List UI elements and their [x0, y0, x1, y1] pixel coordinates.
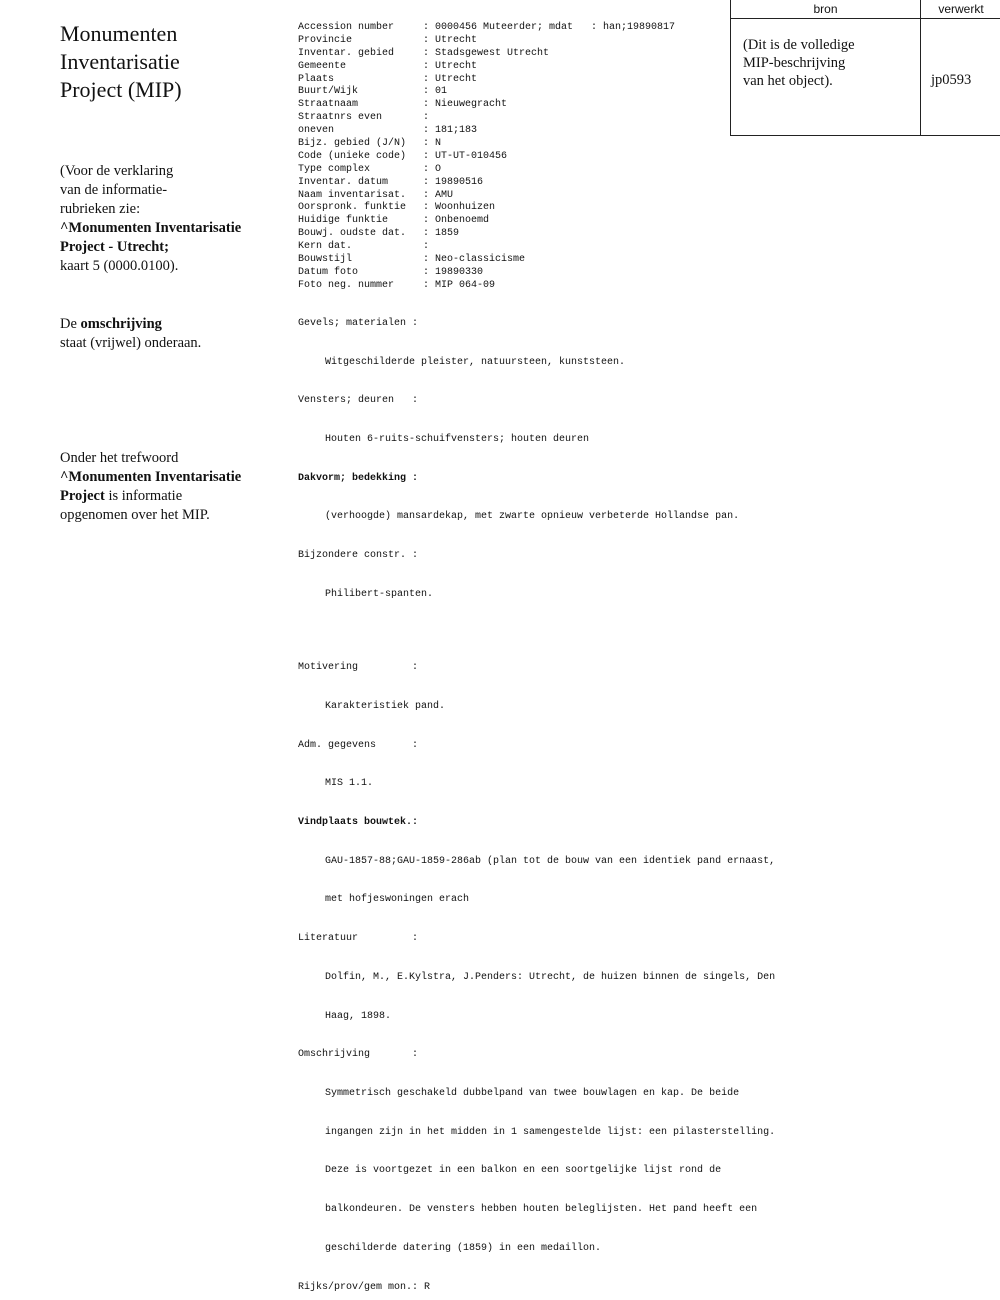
- record-extra-key: Muteerder; mdat: [483, 22, 574, 33]
- record-row: [298, 228, 675, 241]
- note-line: [60, 487, 280, 506]
- record-key: Plaats: [298, 73, 335, 85]
- record-key: Inventar. datum: [298, 176, 389, 188]
- record-row: [298, 151, 675, 164]
- note-line: rubrieken zie:: [60, 201, 141, 217]
- record-value: : UT-UT-010456: [423, 150, 508, 162]
- record-extra-value: : han;19890817: [591, 22, 676, 33]
- record-key: Buurt/Wijk: [298, 86, 359, 98]
- record-key: Gemeente: [298, 60, 347, 72]
- record-value: : Onbenoemd: [423, 215, 490, 227]
- record-key: Straatnrs even: [298, 112, 383, 124]
- record-value: : Utrecht: [423, 34, 478, 46]
- record-row: [298, 112, 675, 125]
- bron-header: bron: [813, 2, 838, 16]
- keyword-link[interactable]: [60, 219, 280, 238]
- section-heading: Literatuur :: [298, 933, 419, 945]
- record-fields: [298, 22, 675, 293]
- record-key: Kern dat.: [298, 241, 353, 253]
- record-value: : 01: [423, 86, 448, 98]
- record-key: Inventar. gebied: [298, 47, 395, 59]
- keyword-text: Project - Utrecht;: [60, 239, 169, 255]
- record-key: Code (unieke code): [298, 150, 407, 162]
- record-row: [298, 267, 675, 280]
- note-text: is informatie: [104, 488, 183, 504]
- note-line: kaart 5 (0000.0100).: [60, 258, 179, 274]
- section-value: Houten 6-ruits-schuifvensters; houten deuren: [325, 433, 590, 445]
- record-value: : Woonhuizen: [423, 202, 496, 214]
- record-row: [298, 61, 675, 74]
- record-row: [298, 241, 675, 254]
- note-bold-text: omschrijving: [80, 316, 162, 332]
- section-heading: Vensters; deuren :: [298, 395, 419, 407]
- record-value: : 19890330: [423, 266, 484, 278]
- section-value: ingangen zijn in het midden in 1 samengestelde lijst: een pilasterstelling.: [325, 1126, 776, 1138]
- record-row: [298, 254, 675, 267]
- note-line: (Voor de verklaring: [60, 163, 174, 179]
- section-heading: Dakvorm; bedekking :: [298, 472, 419, 484]
- note-line: opgenomen over het MIP.: [60, 507, 210, 523]
- keyword-text: ^Monumenten Inventarisatie: [60, 220, 242, 236]
- record-key: Naam inventarisat.: [298, 189, 407, 201]
- record-row: [298, 99, 675, 112]
- bron-line: (Dit is de volledige: [743, 37, 855, 53]
- note-line: Onder het trefwoord: [60, 450, 179, 466]
- section-value: Karakteristiek pand.: [325, 700, 446, 712]
- source-box: [730, 0, 1000, 136]
- section-value: Haag, 1898.: [325, 1010, 392, 1022]
- note-text: De: [60, 316, 81, 332]
- note-line: staat (vrijwel) onderaan.: [60, 335, 202, 351]
- record-value: : 1859: [423, 228, 460, 240]
- record-row: [298, 202, 675, 215]
- section-value: GAU-1857-88;GAU-1859-286ab (plan tot de bouw van een identiek pand ernaast,: [325, 855, 776, 867]
- record-row: [298, 138, 675, 151]
- record-row: [298, 215, 675, 228]
- section-heading: Omschrijving :: [298, 1049, 419, 1061]
- record-value: : AMU: [423, 189, 454, 201]
- record-key: Datum foto: [298, 266, 359, 278]
- note-line: van de informatie-: [60, 182, 168, 198]
- keyword-text: ^Monumenten Inventarisatie: [60, 469, 242, 485]
- section-value: Symmetrisch geschakeld dubbelpand van twee bouwlagen en kap. De beide: [325, 1087, 740, 1099]
- keyword-note: [60, 449, 280, 525]
- record-row: [298, 164, 675, 177]
- record-key: Oorspronk. funktie: [298, 202, 407, 214]
- record-row: [298, 35, 675, 48]
- page-title: [60, 20, 280, 104]
- record-row: [298, 48, 675, 61]
- section-value: (verhoogde) mansardekap, met zwarte opnieuw verbeterde Hollandse pan.: [325, 511, 740, 523]
- record-extra: [483, 22, 675, 35]
- section-heading: Vindplaats bouwtek.:: [298, 817, 419, 829]
- record-value: : Stadsgewest Utrecht: [423, 47, 550, 59]
- record-row: [298, 280, 675, 293]
- header-divider: [731, 18, 1000, 19]
- record-row: [298, 22, 675, 35]
- record-value: : 19890516: [423, 176, 484, 188]
- record-key: Straatnaam: [298, 99, 359, 111]
- record-row: [298, 74, 675, 87]
- record-key: Provincie: [298, 34, 353, 46]
- record-value: : Nieuwegracht: [423, 99, 508, 111]
- section-value: Witgeschilderde pleister, natuursteen, kunststeen.: [325, 356, 626, 368]
- record-row: [298, 86, 675, 99]
- section-value: Dolfin, M., E.Kylstra, J.Penders: Utrecht, de huizen binnen de singels, Den: [325, 971, 776, 983]
- record-key: Bouwj. oudste dat.: [298, 228, 407, 240]
- keyword-link[interactable]: [60, 238, 280, 257]
- title-line: Monumenten: [60, 21, 178, 46]
- record-value: : 181;183: [423, 125, 478, 137]
- section-heading: Bijzondere constr. :: [298, 550, 419, 562]
- bron-line: MIP-beschrijving: [743, 55, 846, 71]
- verwerkt-header: verwerkt: [938, 2, 984, 16]
- keyword-link[interactable]: [60, 468, 280, 487]
- record-value: : Neo-classicisme: [423, 254, 526, 266]
- record-value: : N: [423, 138, 442, 150]
- section-heading: Gevels; materialen :: [298, 317, 419, 329]
- record-row: [298, 190, 675, 203]
- bron-line: van het object).: [743, 73, 833, 89]
- section-value: Deze is voortgezet in een balkon en een soortgelijke lijst rond de: [325, 1165, 722, 1177]
- record-row: [298, 177, 675, 190]
- record-value: : MIP 064-09: [423, 279, 496, 291]
- record-key: Type complex: [298, 163, 371, 175]
- record-key: oneven: [298, 125, 335, 137]
- record-key: Foto neg. nummer: [298, 279, 395, 291]
- section-value: MIS 1.1.: [325, 778, 374, 790]
- record-value: : Utrecht: [423, 60, 478, 72]
- record-key: Accession number: [298, 22, 395, 33]
- record-key: Huidige funktie: [298, 215, 389, 227]
- note-line: [60, 315, 280, 334]
- section-gap: [298, 627, 775, 636]
- section-value: geschilderde datering (1859) in een medaillon.: [325, 1242, 602, 1254]
- record-value: :: [423, 241, 430, 253]
- title-line: Inventarisatie: [60, 49, 180, 74]
- column-divider: [920, 0, 921, 135]
- record-value: : O: [423, 163, 442, 175]
- title-line: Project (MIP): [60, 77, 182, 102]
- verwerkt-value: jp0593: [931, 72, 972, 88]
- record-value: :: [423, 112, 430, 124]
- section-value: balkondeuren. De vensters hebben houten beleglijsten. Het pand heeft een: [325, 1204, 758, 1216]
- section-heading: Motivering :: [298, 662, 419, 674]
- explanation-note: [60, 162, 280, 276]
- record-value: : Utrecht: [423, 73, 478, 85]
- section-heading: Adm. gegevens :: [298, 739, 419, 751]
- section-value: met hofjeswoningen erach: [325, 894, 470, 906]
- section-heading: Rijks/prov/gem mon.: R: [298, 1281, 431, 1293]
- record-key: Bouwstijl: [298, 254, 353, 266]
- record-key: Bijz. gebied (J/N): [298, 138, 407, 150]
- section-value: Philibert-spanten.: [325, 588, 434, 600]
- record-value: : 0000456: [423, 22, 478, 33]
- keyword-text[interactable]: Project: [60, 488, 105, 504]
- record-row: [298, 125, 675, 138]
- description-note: [60, 315, 280, 353]
- record-sections: [298, 292, 775, 1300]
- bron-text: [743, 36, 913, 90]
